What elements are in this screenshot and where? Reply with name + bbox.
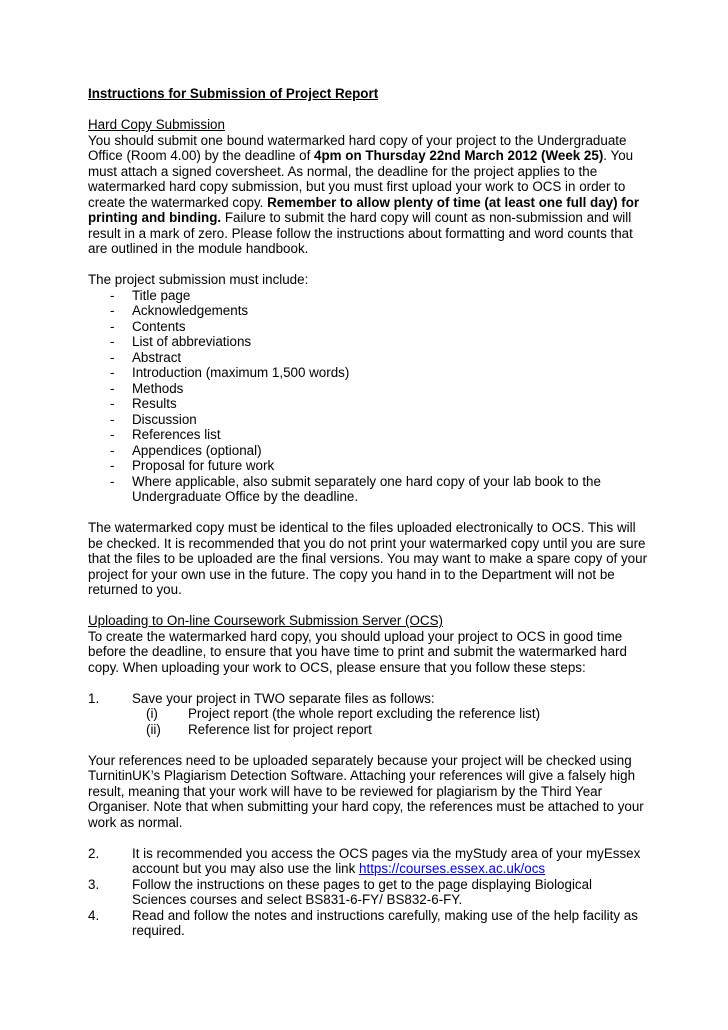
list-item: - Introduction (maximum 1,500 words) — [110, 365, 350, 380]
step-number: 2. — [88, 845, 100, 861]
list-item: - Discussion — [110, 411, 197, 427]
list-item: - Appendices (optional) — [110, 442, 262, 458]
list-item: - References list — [110, 427, 221, 442]
step-1 — [88, 691, 648, 707]
step-text: Save your project in TWO separate files as follows: — [132, 690, 435, 706]
hard-copy-heading: Hard Copy Submission — [88, 117, 225, 132]
sub-step-ii — [88, 722, 648, 738]
hard-copy-section — [88, 117, 648, 257]
list-item: - Abstract — [110, 349, 182, 365]
uploading-paragraph: To create the watermarked hard copy, you should upload your project to OCS in good time before the deadline, to ensure that you have time to print and submit the watermarked hard copy. When uploading your work to OCS, please ensure that you follow these steps: — [88, 628, 627, 675]
step-4 — [88, 908, 648, 939]
list-item: - Methods — [110, 380, 184, 396]
printing-note: Remember to allow plenty of time (at least one full day) for printing and binding. — [88, 194, 640, 225]
uploading-section — [88, 613, 648, 675]
list-item: - Acknowledgements — [110, 303, 249, 318]
list-item: - List of abbreviations — [110, 334, 252, 349]
list-item: - Where applicable, also submit separately one hard copy of your lab book to the Undergraduate Office by the deadline. — [110, 473, 601, 504]
hard-copy-text-1: You should submit one bound watermarked hard copy of your project to the Undergraduate Office (Room 4.00) by the deadline of — [88, 132, 627, 163]
step-text: Read and follow the notes and instructions carefully, making use of the help facility as required. — [132, 907, 638, 938]
sub-step-text: Reference list for project report — [188, 721, 372, 737]
list-item: - Contents — [110, 318, 186, 334]
step-number: 3. — [88, 876, 100, 892]
include-intro: The project submission must include: — [88, 272, 309, 287]
include-list — [88, 288, 648, 505]
list-item: - Title page — [110, 287, 191, 303]
hard-copy-paragraph — [88, 133, 648, 257]
sub-step-text: Project report (the whole report excluding the reference list) — [188, 706, 541, 721]
step-text: It is recommended you access the OCS pages via the myStudy area of your myEssex account but you may also use the link — [132, 845, 641, 876]
deadline-text: 4pm on Thursday 22nd March 2012 (Week 25) — [314, 148, 604, 163]
document-page — [88, 86, 648, 939]
step-2 — [88, 846, 648, 877]
include-section — [88, 272, 648, 505]
step-text: Follow the instructions on these pages to get to the page displaying Biological Sciences courses and select BS831-6-FY/ BS832-6-FY. — [132, 876, 593, 907]
list-item: - Proposal for future work — [110, 458, 275, 473]
list-item: - Results — [110, 396, 177, 411]
step-3 — [88, 877, 648, 908]
ocs-link[interactable]: https://courses.essex.ac.uk/ocs — [359, 861, 546, 876]
step-number: 1. — [88, 690, 100, 706]
step-number: 4. — [88, 907, 100, 923]
watermark-paragraph: The watermarked copy must be identical to the files uploaded electronically to OCS. This will be checked. It is recommended that you do not print your watermarked copy until you are sure that the files to be uploaded are the final versions. You may want to make a spare copy of your project for your own use in the future. The copy you hand in to the Department will not be returned to you. — [88, 520, 648, 597]
hard-copy-text-3: Failure to submit the hard copy will count as non-submission and will result in a mark of zero. Please follow the instructions about formatting and word counts that are outlined in the module handbook. — [88, 210, 633, 256]
sub-step-i — [88, 706, 648, 722]
document-title: Instructions for Submission of Project Report — [88, 86, 379, 101]
roman-numeral: (ii) — [146, 721, 161, 737]
uploading-heading: Uploading to On-line Coursework Submission Server (OCS) — [88, 613, 443, 628]
hard-copy-text-2: . You must attach a signed coversheet. As normal, the deadline for the project applies to the watermarked hard copy submission, but you must first upload your work to OCS in order to create the watermarked copy. — [88, 148, 634, 210]
roman-numeral: (i) — [146, 706, 158, 721]
references-paragraph: Your references need to be uploaded separately because your project will be checked using TurnitinUK’s Plagiarism Detection Software. Attaching your references will give a falsely high result, meaning that your work will have to be reviewed for plagiarism by the Third Year Organiser. Note that when submitting your hard copy, the references must be attached to your work as normal. — [88, 752, 644, 830]
